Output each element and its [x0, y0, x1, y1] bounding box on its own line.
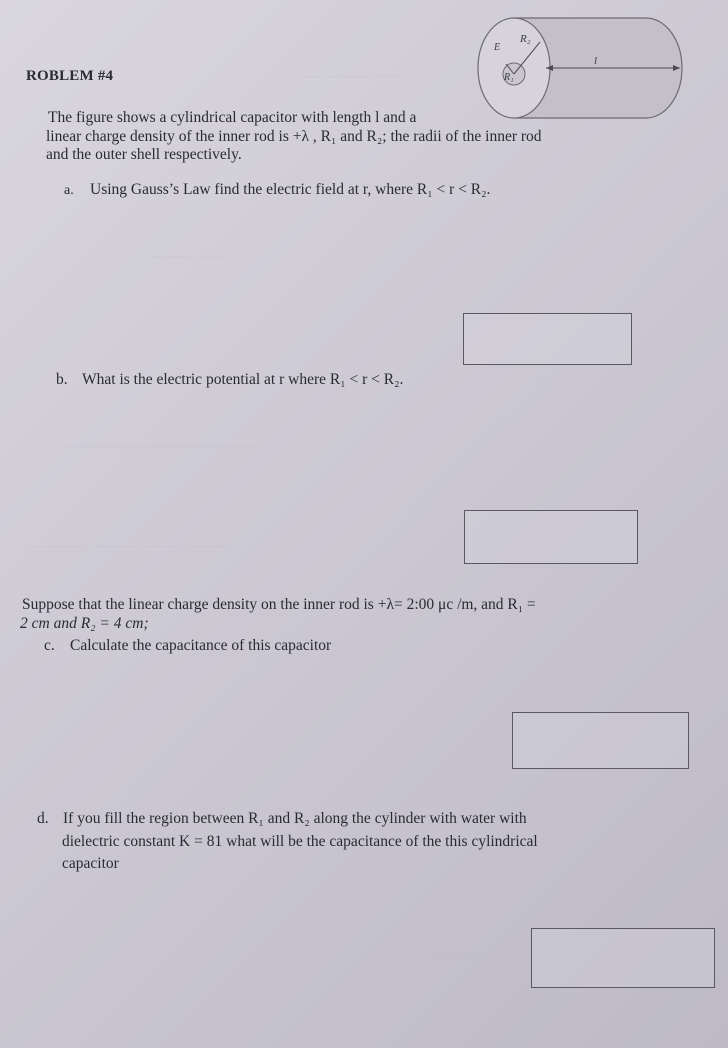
cylinder-capacitor-figure	[476, 12, 686, 120]
figure-label-e: E	[494, 42, 501, 53]
part-a-marker: a.	[64, 183, 74, 198]
figure-label-r1: R₁	[504, 72, 514, 83]
answer-box-c[interactable]	[512, 712, 689, 769]
given-line-1: Suppose that the linear charge density on the inner rod is +λ= 2:00 μc /m, and R₁ =	[22, 596, 536, 613]
part-d-line-3: capacitor	[62, 855, 119, 872]
figure-label-r2: R₂	[520, 33, 531, 45]
intro-line-2: linear charge density of the inner rod is +λ , R₁ and R₂; the radii of the inner rod	[46, 128, 542, 145]
part-d-line-1: If you fill the region between R₁ and R₂ along the cylinder with water with	[63, 810, 527, 827]
part-b-question: What is the electric potential at r where R₁ < r < R₂.	[82, 371, 404, 388]
figure-label-length: l	[594, 55, 598, 67]
bleed-through-text: ~~~~~~~ ~~~~~~~~~~~~~~~~~	[30, 540, 229, 556]
part-c-question: Calculate the capacitance of this capacitor	[70, 637, 332, 654]
answer-box-a[interactable]	[463, 313, 632, 365]
intro-line-3: and the outer shell respectively.	[46, 146, 242, 163]
bleed-through-text: ~~~ ~~~~~ ~~~~	[300, 70, 405, 86]
problem-title: ROBLEM #4	[26, 68, 114, 84]
part-a-question: Using Gauss’s Law find the electric field at r, where R₁ < r < R₂.	[90, 181, 491, 198]
given-line-2: 2 cm and R₂ = 4 cm;	[20, 615, 149, 632]
part-b-marker: b.	[56, 371, 68, 388]
intro-line-1: The figure shows a cylindrical capacitor with length l and a	[48, 109, 417, 126]
bleed-through-text: ~~~~~~~~~~~~~~~~~~~~~~~~	[60, 440, 255, 456]
part-d-line-2: dielectric constant K = 81 what will be the capacitance of the this cylindrical	[62, 833, 538, 850]
part-d-marker: d.	[37, 810, 49, 827]
answer-box-b[interactable]	[464, 510, 638, 564]
bleed-through-text: ~~~~~~ ~~~~~~~~~~~	[380, 950, 522, 966]
answer-box-d[interactable]	[531, 928, 715, 988]
bleed-through-text: ~~~~~ ~~~~	[150, 250, 227, 266]
part-c-marker: c.	[44, 637, 55, 654]
